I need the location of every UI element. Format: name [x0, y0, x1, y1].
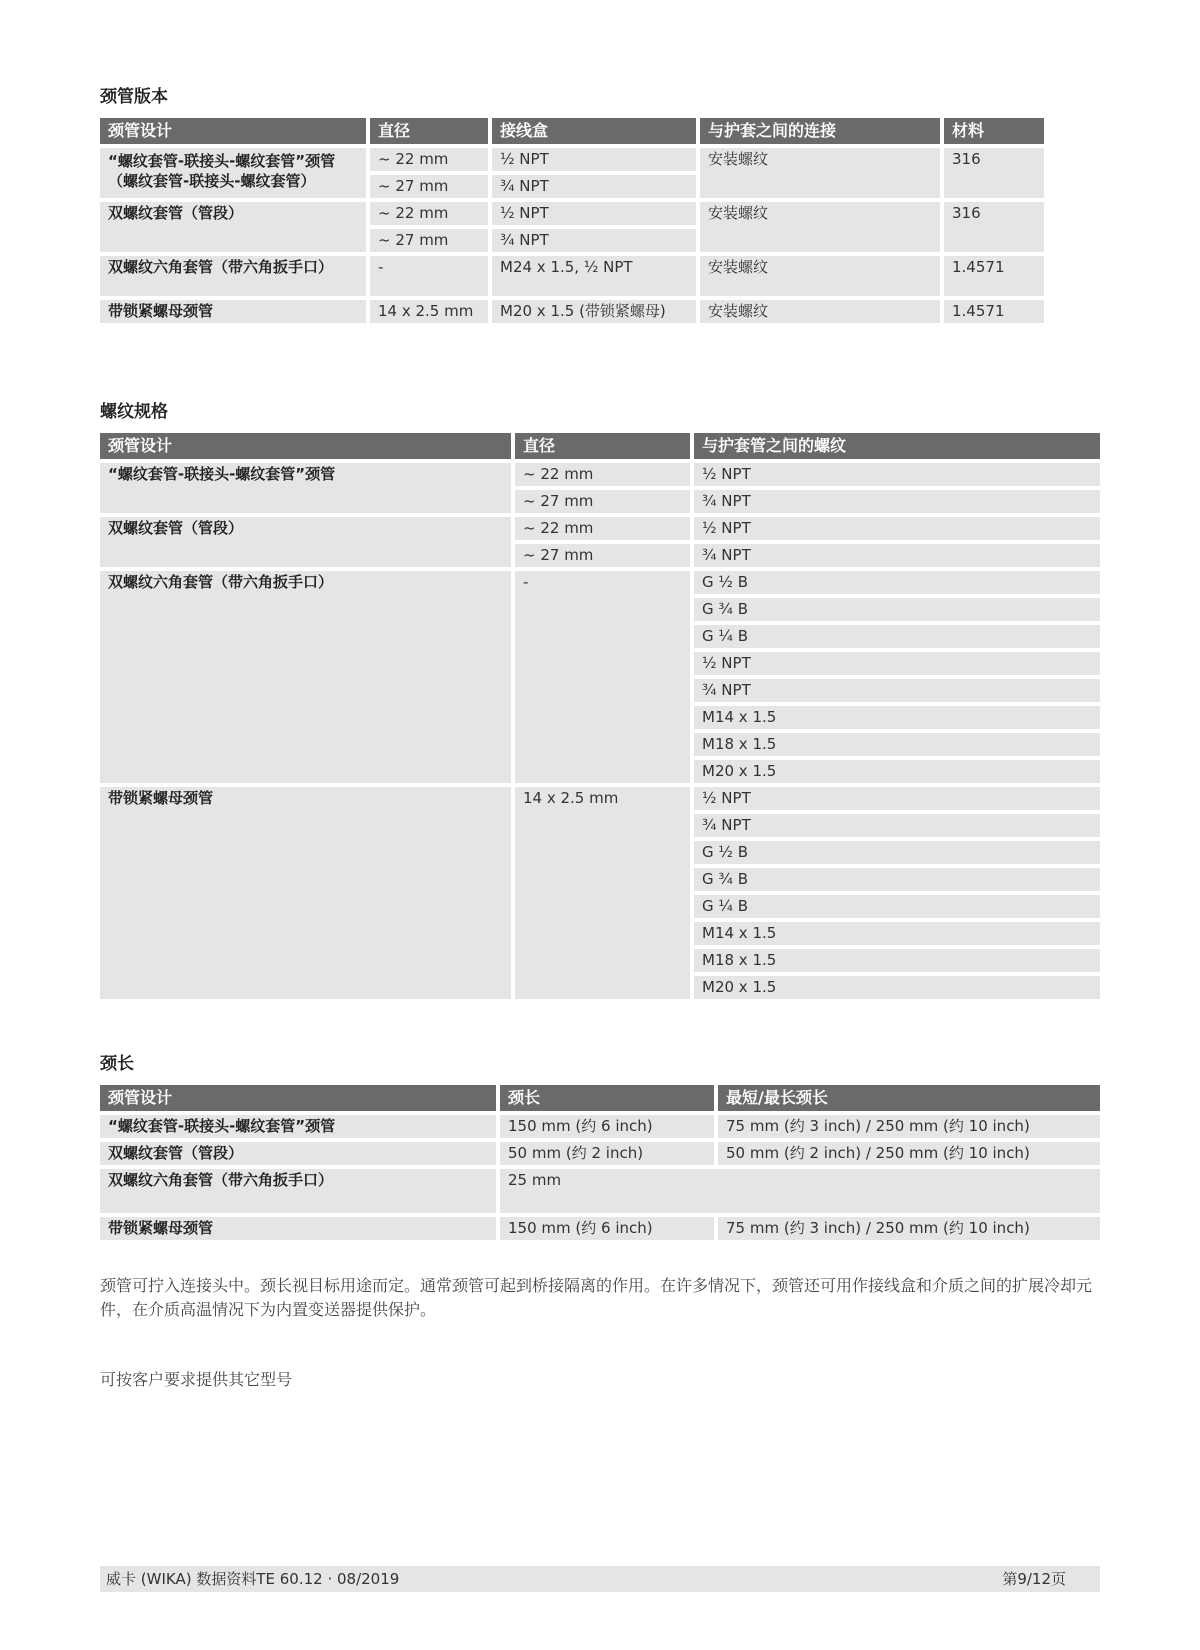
range-cell: 75 mm (约 3 inch) / 250 mm (约 10 inch) — [718, 1217, 1100, 1240]
length-cell: 50 mm (约 2 inch) — [500, 1142, 714, 1165]
description-paragraph: 颈管可拧入连接头中。颈长视目标用途而定。通常颈管可起到桥接隔离的作用。在许多情况下，颈管还可用作接线盒和介质之间的扩展冷却元件，在介质高温情况下为内置变送器提供保护。 — [100, 1276, 1093, 1319]
thread-cell: G ¾ B — [694, 598, 1100, 621]
diameter-cell: ~ 27 mm — [515, 490, 690, 513]
thread-cell: M20 x 1.5 — [694, 976, 1100, 999]
thread-cell: M18 x 1.5 — [694, 949, 1100, 972]
header-diameter: 直径 — [370, 118, 488, 144]
junction-box-cell: M20 x 1.5 (带锁紧螺母) — [492, 300, 696, 323]
connection-cell: 安装螺纹 — [700, 256, 940, 296]
thread-cell: M14 x 1.5 — [694, 922, 1100, 945]
connection-cell: 安装螺纹 — [700, 148, 940, 198]
thread-cell: G ½ B — [694, 841, 1100, 864]
length-cell: 150 mm (约 6 inch) — [500, 1115, 714, 1138]
header-junction-box: 接线盒 — [492, 118, 696, 144]
thread-cell: ½ NPT — [694, 652, 1100, 675]
thread-specs-table — [100, 433, 1100, 999]
connection-cell: 安装螺纹 — [700, 202, 940, 252]
material-cell: 1.4571 — [944, 256, 1044, 296]
thread-cell: G ¾ B — [694, 868, 1100, 891]
header-design: 颈管设计 — [100, 118, 366, 144]
thread-cell: G ¼ B — [694, 625, 1100, 648]
material-cell: 316 — [944, 202, 1044, 252]
thread-cell: ½ NPT — [694, 463, 1100, 486]
design-cell: 带锁紧螺母颈管 — [100, 1217, 496, 1240]
header-design: 颈管设计 — [100, 433, 511, 459]
section-title-thread-specs: 螺纹规格 — [100, 402, 168, 422]
thread-cell: ¾ NPT — [694, 814, 1100, 837]
header-connection: 与护套之间的连接 — [700, 118, 940, 144]
length-cell: 25 mm — [500, 1169, 1100, 1213]
junction-box-cell: ¾ NPT — [492, 229, 696, 252]
design-cell: 带锁紧螺母颈管 — [100, 300, 366, 323]
design-cell: 带锁紧螺母颈管 — [100, 787, 511, 999]
junction-box-cell: ¾ NPT — [492, 175, 696, 198]
diameter-cell: ~ 22 mm — [370, 148, 488, 171]
diameter-cell: ~ 22 mm — [515, 517, 690, 540]
header-length: 颈长 — [500, 1085, 714, 1111]
design-cell: “螺纹套管-联接头-螺纹套管”颈管 — [100, 463, 511, 513]
thread-cell: M14 x 1.5 — [694, 706, 1100, 729]
section-title-neck-length: 颈长 — [100, 1054, 134, 1074]
diameter-cell: ~ 27 mm — [515, 544, 690, 567]
design-cell: 双螺纹六角套管（带六角扳手口） — [100, 1169, 496, 1213]
diameter-cell: 14 x 2.5 mm — [515, 787, 690, 999]
diameter-cell: - — [515, 571, 690, 783]
material-cell: 316 — [944, 148, 1044, 198]
junction-box-cell: M24 x 1.5, ½ NPT — [492, 256, 696, 296]
thread-cell: ½ NPT — [694, 517, 1100, 540]
header-design: 颈管设计 — [100, 1085, 496, 1111]
header-range: 最短/最长颈长 — [718, 1085, 1100, 1111]
custom-note: 可按客户要求提供其它型号 — [100, 1370, 293, 1389]
thread-cell: G ¼ B — [694, 895, 1100, 918]
thread-cell: M18 x 1.5 — [694, 733, 1100, 756]
design-cell: “螺纹套管-联接头-螺纹套管”颈管 （螺纹套管-联接头-螺纹套管） — [100, 148, 366, 198]
diameter-cell: ~ 27 mm — [370, 175, 488, 198]
diameter-cell: - — [370, 256, 488, 296]
page-footer — [100, 1566, 1100, 1592]
neck-length-table — [100, 1085, 1100, 1240]
material-cell: 1.4571 — [944, 300, 1044, 323]
neck-versions-table — [100, 118, 1100, 323]
footer-page-number: 第9/12页 — [1002, 1570, 1066, 1588]
thread-cell: ½ NPT — [694, 787, 1100, 810]
diameter-cell: 14 x 2.5 mm — [370, 300, 488, 323]
diameter-cell: ~ 22 mm — [515, 463, 690, 486]
design-cell: 双螺纹套管（管段） — [100, 202, 366, 252]
header-material: 材料 — [944, 118, 1044, 144]
range-cell: 75 mm (约 3 inch) / 250 mm (约 10 inch) — [718, 1115, 1100, 1138]
length-cell: 150 mm (约 6 inch) — [500, 1217, 714, 1240]
section-title-neck-versions: 颈管版本 — [100, 87, 168, 107]
connection-cell: 安装螺纹 — [700, 300, 940, 323]
header-thread: 与护套管之间的螺纹 — [694, 433, 1100, 459]
thread-cell: ¾ NPT — [694, 490, 1100, 513]
design-cell: “螺纹套管-联接头-螺纹套管”颈管 — [100, 1115, 496, 1138]
thread-cell: ¾ NPT — [694, 544, 1100, 567]
design-cell: 双螺纹六角套管（带六角扳手口） — [100, 571, 511, 783]
thread-cell: ¾ NPT — [694, 679, 1100, 702]
design-cell: 双螺纹套管（管段） — [100, 1142, 496, 1165]
design-cell: 双螺纹套管（管段） — [100, 517, 511, 567]
design-cell: 双螺纹六角套管（带六角扳手口） — [100, 256, 366, 296]
diameter-cell: ~ 27 mm — [370, 229, 488, 252]
range-cell: 50 mm (约 2 inch) / 250 mm (约 10 inch) — [718, 1142, 1100, 1165]
footer-document-id: 威卡 (WIKA) 数据资料TE 60.12 · 08/2019 — [106, 1570, 400, 1588]
header-diameter: 直径 — [515, 433, 690, 459]
diameter-cell: ~ 22 mm — [370, 202, 488, 225]
thread-cell: M20 x 1.5 — [694, 760, 1100, 783]
junction-box-cell: ½ NPT — [492, 202, 696, 225]
thread-cell: G ½ B — [694, 571, 1100, 594]
junction-box-cell: ½ NPT — [492, 148, 696, 171]
